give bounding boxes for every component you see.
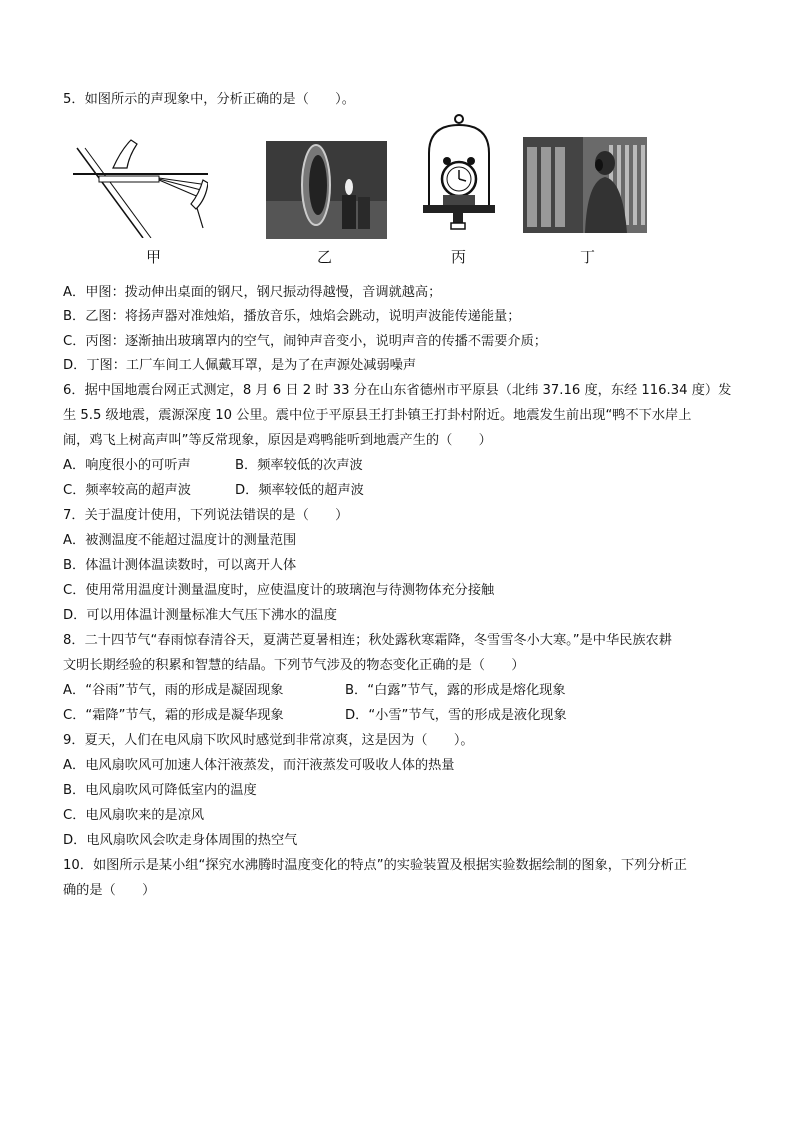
q5-stem: 5．如图所示的声现象中，分析正确的是（ ）。 (63, 92, 355, 107)
q6-options-row-1 (63, 457, 363, 475)
q9-option-d: D．电风扇吹风会吹走身体周围的热空气 (63, 833, 298, 848)
q5-option-c: C．丙图：逐渐抽出玻璃罩内的空气，闹钟声音变小，说明声音的传播不需要介质； (63, 334, 547, 349)
caption-jia: 甲 (146, 248, 162, 266)
q5-option-d: D．丁图：工厂车间工人佩戴耳罩，是为了在声源处减弱噪声 (63, 358, 417, 373)
q5-option-a: A．甲图：拨动伸出桌面的钢尺，钢尺振动得越慢，音调就越高； (63, 285, 442, 300)
caption-ding: 丁 (580, 248, 596, 266)
figure-jia-ruler (73, 138, 208, 238)
q8-option-a: A．“谷雨”节气，雨的形成是凝固现象 (63, 683, 284, 698)
q6-option-a: A．响度很小的可听声 (63, 458, 191, 473)
caption-yi: 乙 (317, 248, 333, 266)
q7-option-b: B．体温计测体温读数时，可以离开人体 (63, 558, 297, 573)
q8-option-d: D．“小雪”节气，雪的形成是液化现象 (345, 708, 567, 723)
q6-option-d: D．频率较低的超声波 (235, 483, 364, 498)
q7-option-d: D．可以用体温计测量标准大气压下沸水的温度 (63, 608, 337, 623)
figure-ding-factory-worker (523, 137, 647, 233)
q7-stem: 7．关于温度计使用，下列说法错误的是（ ） (63, 508, 349, 523)
caption-bing: 丙 (451, 248, 467, 266)
q7-option-a: A．被测温度不能超过温度计的测量范围 (63, 533, 297, 548)
q6-stem-line-2: 生 5.5 级地震，震源深度 10 公里。震中位于平原县王打卦镇王打卦村附近。地震发生前出现“鸭不下水岸上 (63, 408, 692, 423)
q10-stem-line-2: 确的是（ ） (63, 883, 156, 898)
q9-stem: 9．夏天，人们在电风扇下吹风时感觉到非常凉爽，这是因为（ ）。 (63, 733, 474, 748)
q9-option-a: A．电风扇吹风可加速人体汗液蒸发，而汗液蒸发可吸收人体的热量 (63, 758, 455, 773)
q5-option-b: B．乙图：将扬声器对准烛焰，播放音乐，烛焰会跳动，说明声波能传递能量； (63, 309, 521, 324)
q6-option-b: B．频率较低的次声波 (235, 458, 363, 473)
figure-yi-speaker-candle (266, 141, 387, 239)
q8-option-b: B．“白露”节气，露的形成是熔化现象 (345, 683, 566, 698)
q10-stem-line-1: 10．如图所示是某小组“探究水沸腾时温度变化的特点”的实验装置及根据实验数据绘制的图象，下列分析正 (63, 858, 687, 873)
q6-options-row-2 (63, 482, 364, 500)
q9-option-b: B．电风扇吹风可降低室内的温度 (63, 783, 257, 798)
q8-options-row-2 (63, 707, 567, 725)
q6-stem-line-1: 6．据中国地震台网正式测定，8 月 6 日 2 时 33 分在山东省德州市平原县（北纬 37.16 度，东经 116.34 度）发 (63, 383, 732, 398)
q8-option-c: C．“霜降”节气，霜的形成是凝华现象 (63, 708, 284, 723)
q8-options-row-1 (63, 682, 566, 700)
figure-bing-bell-jar (421, 113, 497, 237)
q8-stem-line-1: 8．二十四节气“春雨惊春清谷天，夏满芒夏暑相连；秋处露秋寒霜降，冬雪雪冬小大寒。”是中华民族农耕 (63, 633, 672, 648)
q6-option-c: C．频率较高的超声波 (63, 483, 191, 498)
q9-option-c: C．电风扇吹来的是凉风 (63, 808, 205, 823)
q7-option-c: C．使用常用温度计测量温度时，应使温度计的玻璃泡与待测物体充分接触 (63, 583, 495, 598)
q8-stem-line-2: 文明长期经验的积累和智慧的结晶。下列节气涉及的物态变化正确的是（ ） (63, 658, 525, 673)
q6-stem-line-3: 闹，鸡飞上树高声叫”等反常现象，原因是鸡鸭能听到地震产生的（ ） (63, 433, 492, 448)
